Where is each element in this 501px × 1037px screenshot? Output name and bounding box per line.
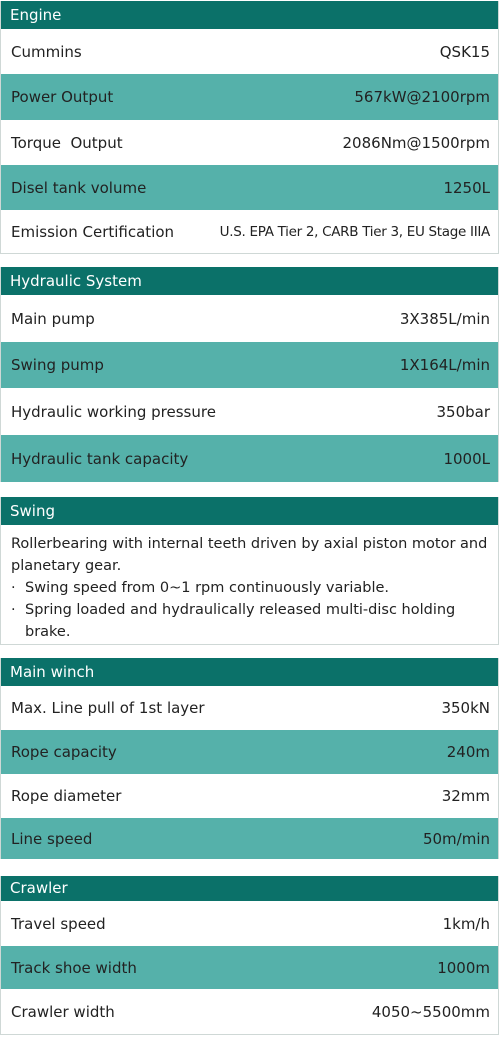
section-title: Hydraulic System bbox=[1, 267, 498, 295]
spec-value: 50m/min bbox=[422, 829, 490, 848]
swing-section bbox=[0, 497, 499, 645]
engine-section bbox=[0, 1, 499, 254]
bullet-text: Swing speed from 0~1 rpm continuously variable. bbox=[25, 580, 390, 596]
winch-section bbox=[0, 658, 499, 859]
spec-row-emission bbox=[1, 210, 498, 254]
spec-value: 4050~5500mm bbox=[371, 1002, 490, 1021]
crawler-section bbox=[0, 876, 499, 1035]
spec-label: Hydraulic working pressure bbox=[11, 402, 216, 421]
spec-label: Cummins bbox=[11, 42, 82, 61]
spec-label: Power Output bbox=[11, 88, 114, 106]
spec-value: 32mm bbox=[441, 787, 490, 805]
spec-row-crawler-width bbox=[1, 989, 498, 1034]
spec-row-power-output bbox=[1, 74, 498, 120]
spec-label: Emission Certification bbox=[11, 223, 175, 241]
spec-row-rope-diameter bbox=[1, 774, 498, 818]
spec-value: 567kW@2100rpm bbox=[354, 88, 490, 106]
spec-value: 1000L bbox=[443, 449, 490, 468]
spec-row-torque-output bbox=[1, 120, 498, 165]
spec-row-track-shoe-width bbox=[1, 946, 498, 989]
spec-row-main-pump bbox=[1, 295, 498, 342]
spec-row-travel-speed bbox=[1, 901, 498, 946]
spec-value: 1X164L/min bbox=[399, 356, 490, 374]
spec-value: 2086Nm@1500rpm bbox=[342, 133, 490, 152]
spec-value: 240m bbox=[446, 743, 490, 761]
spec-value: 3X385L/min bbox=[399, 309, 490, 328]
spec-label: Main pump bbox=[11, 309, 95, 328]
bullet-glyph: · bbox=[11, 580, 16, 596]
spec-row-working-pressure bbox=[1, 388, 498, 435]
spec-label: Rope capacity bbox=[11, 743, 117, 761]
spec-row-line-pull bbox=[1, 686, 498, 730]
spec-label: Swing pump bbox=[11, 356, 104, 374]
swing-intro: Rollerbearing with internal teeth driven by axial piston motor and planetary gear. bbox=[11, 536, 488, 574]
spec-value: 1000m bbox=[437, 958, 490, 977]
spec-label: Hydraulic tank capacity bbox=[11, 449, 189, 468]
spec-value: 350bar bbox=[436, 402, 490, 421]
spec-label: Torque Output bbox=[11, 133, 123, 152]
spec-label: Track shoe width bbox=[11, 958, 137, 977]
spec-row-tank-capacity bbox=[1, 435, 498, 482]
spec-row-line-speed bbox=[1, 818, 498, 859]
spec-value: U.S. EPA Tier 2, CARB Tier 3, EU Stage IIIA bbox=[219, 224, 490, 240]
spec-label: Travel speed bbox=[11, 914, 106, 933]
bullet-glyph: · bbox=[11, 602, 16, 618]
list-item bbox=[11, 599, 488, 643]
spec-label: Rope diameter bbox=[11, 787, 122, 805]
spec-value: QSK15 bbox=[439, 42, 490, 61]
bullet-text: Spring loaded and hydraulically released multi-disc holding brake. bbox=[25, 602, 456, 640]
section-title: Main winch bbox=[1, 658, 498, 686]
spec-row-tank-volume bbox=[1, 165, 498, 210]
spec-value: 1250L bbox=[443, 178, 490, 197]
spec-row-rope-capacity bbox=[1, 730, 498, 774]
list-item bbox=[11, 577, 488, 599]
spec-value: 1km/h bbox=[442, 914, 490, 933]
spec-row-cummins bbox=[1, 29, 498, 74]
hydraulic-section bbox=[0, 267, 499, 482]
spec-label: Disel tank volume bbox=[11, 178, 147, 197]
section-title: Crawler bbox=[1, 876, 498, 901]
section-title: Swing bbox=[1, 497, 498, 525]
spec-label: Crawler width bbox=[11, 1002, 115, 1021]
spec-row-swing-pump bbox=[1, 342, 498, 388]
section-title: Engine bbox=[1, 1, 498, 29]
spec-value: 350kN bbox=[441, 699, 490, 717]
swing-description bbox=[1, 525, 498, 643]
spec-label: Line speed bbox=[11, 829, 93, 848]
spec-label: Max. Line pull of 1st layer bbox=[11, 699, 205, 717]
